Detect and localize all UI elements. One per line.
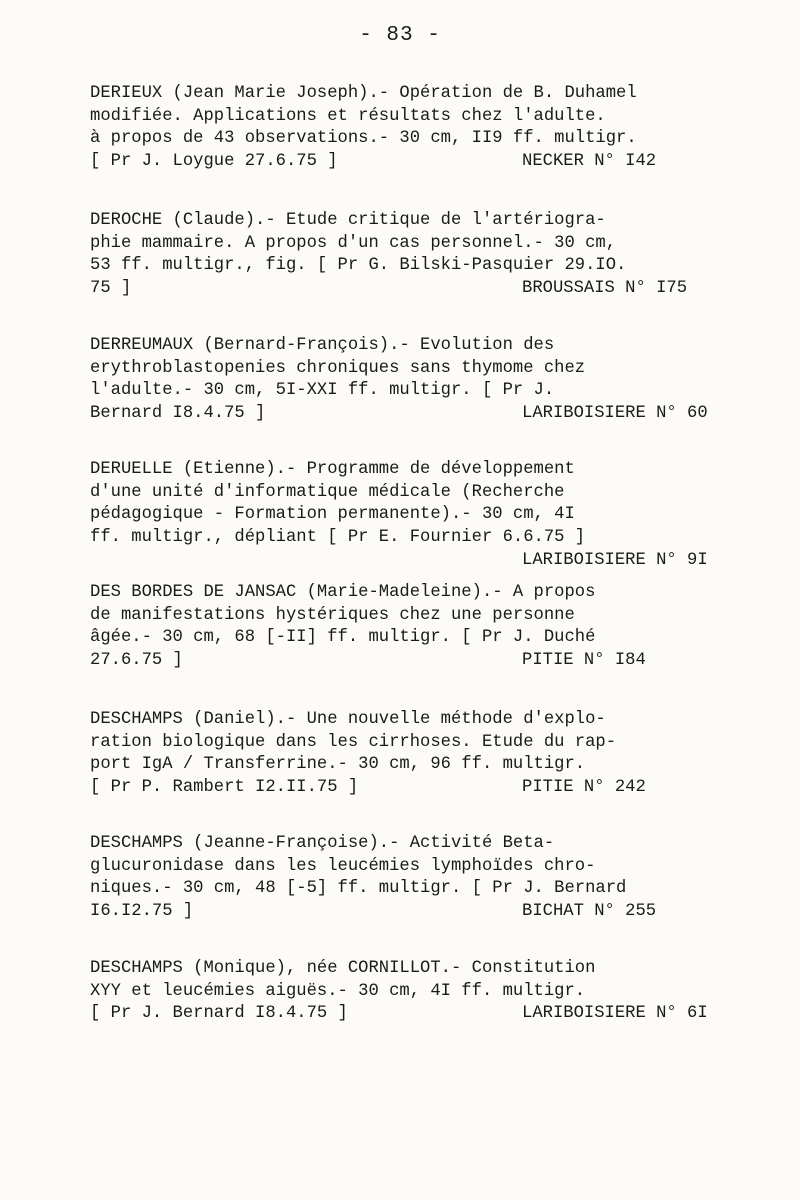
entry-line-text: DERIEUX (Jean Marie Joseph).- Opération de B. Duhamel [90,84,637,103]
entry-line-text: l'adulte.- 30 cm, 5I-XXI ff. multigr. [ Pr J. [90,381,555,401]
entry-line [90,981,710,1004]
entry-line-text: [ Pr J. Bernard I8.4.75 ] [90,1004,348,1024]
entry-line-text: d'une unité d'informatique médicale (Recherche [90,482,565,502]
entry-line-text: [ Pr P. Rambert I2.II.75 ] [90,778,359,798]
library-location: LARIBOISIERE N° 60 [522,404,708,424]
entry-line-text: DERUELLE (Etienne).- Programme de développement [90,460,575,479]
entry-line [90,650,710,673]
library-location: LARIBOISIERE N° 9I [522,550,708,570]
entry-line [90,106,710,129]
entry-line [90,255,710,278]
entry-line [90,627,710,650]
entry-line-text: DEROCHE (Claude).- Etude critique de l'artériogra- [90,211,606,230]
entry-line-text: port IgA / Transferrine.- 30 cm, 96 ff. multigr. [90,755,586,775]
entry-line-text: DESCHAMPS (Daniel).- Une nouvelle méthode d'explo- [90,710,606,729]
catalog-entry [90,582,710,673]
library-location: PITIE N° I84 [522,651,646,671]
catalog-entry [90,210,710,301]
entry-line [90,856,710,879]
entry-line-text: [ Pr J. Loygue 27.6.75 ] [90,152,338,172]
entry-line-text: 53 ff. multigr., fig. [ Pr G. Bilski-Pasquier 29.IO. [90,256,627,276]
library-location: NECKER N° I42 [522,152,657,172]
entry-line [90,380,710,403]
catalog-entry [90,335,710,426]
entry-line [90,709,710,732]
catalog-entry [90,709,710,800]
entry-line [90,210,710,233]
entry-line-text: de manifestations hystériques chez une personne [90,605,575,625]
entry-line-text: DESCHAMPS (Monique), née CORNILLOT.- Constitution [90,959,596,978]
catalog-entry [90,459,710,572]
entry-line-text: ff. multigr., dépliant [ Pr E. Fournier 6.6.75 ] [90,528,586,548]
entry-line-text: pédagogique - Formation permanente).- 30 cm, 4I [90,505,575,525]
entry-line [90,358,710,381]
entry-line-text: DERREUMAUX (Bernard-François).- Evolution des [90,336,555,355]
entry-line [90,605,710,628]
library-location: BROUSSAIS N° I75 [522,279,688,299]
entry-line-text: erythroblastopenies chroniques sans thymome chez [90,358,586,378]
entry-line [90,278,710,301]
entry-line [90,777,710,800]
entry-line-text: XYY et leucémies aiguës.- 30 cm, 4I ff. multigr. [90,981,586,1001]
entry-line-text: phie mammaire. A propos d'un cas personnel.- 30 cm, [90,233,617,253]
entry-line [90,1003,710,1026]
entry-line [90,878,710,901]
entry-line [90,901,710,924]
library-location: LARIBOISIERE N° 6I [522,1004,708,1024]
entry-line [90,459,710,482]
entry-line-text: 75 ] [90,279,132,299]
entry-line [90,151,710,174]
entry-line [90,732,710,755]
entry-line [90,335,710,358]
entry-line-text: âgée.- 30 cm, 68 [-II] ff. multigr. [ Pr J. Duché [90,628,596,648]
entry-line-text: glucuronidase dans les leucémies lymphoïdes chro- [90,856,596,876]
entry-line-text: niques.- 30 cm, 48 [-5] ff. multigr. [ Pr J. Bernard [90,879,627,899]
entry-line-text: à propos de 43 observations.- 30 cm, II9 ff. multigr. [90,129,637,149]
entry-line-text: ration biologique dans les cirrhoses. Etude du rap- [90,732,617,752]
library-location: PITIE N° 242 [522,778,646,798]
entry-line-text: DES BORDES DE JANSAC (Marie-Madeleine).- A propos [90,583,596,602]
entry-line-text: modifiée. Applications et résultats chez l'adulte. [90,106,606,126]
page-number: - 83 - [359,24,441,47]
entry-line [90,527,710,550]
entry-line [90,582,710,605]
catalog-entry [90,833,710,924]
library-location: BICHAT N° 255 [522,902,657,922]
entry-line [90,833,710,856]
entry-line [90,958,710,981]
entry-line [90,504,710,527]
entry-line-text: Bernard I8.4.75 ] [90,404,266,424]
entry-line [90,482,710,505]
entry-line-text: I6.I2.75 ] [90,902,194,922]
entry-line [90,403,710,426]
catalog-entry [90,83,710,174]
catalog-entry [90,958,710,1026]
entry-line [90,128,710,151]
entry-line-text: DESCHAMPS (Jeanne-Françoise).- Activité Beta- [90,834,555,853]
entry-line [90,233,710,256]
entry-line [90,83,710,106]
entry-line [90,754,710,777]
entry-line-text: 27.6.75 ] [90,651,183,671]
entry-line [90,550,710,573]
